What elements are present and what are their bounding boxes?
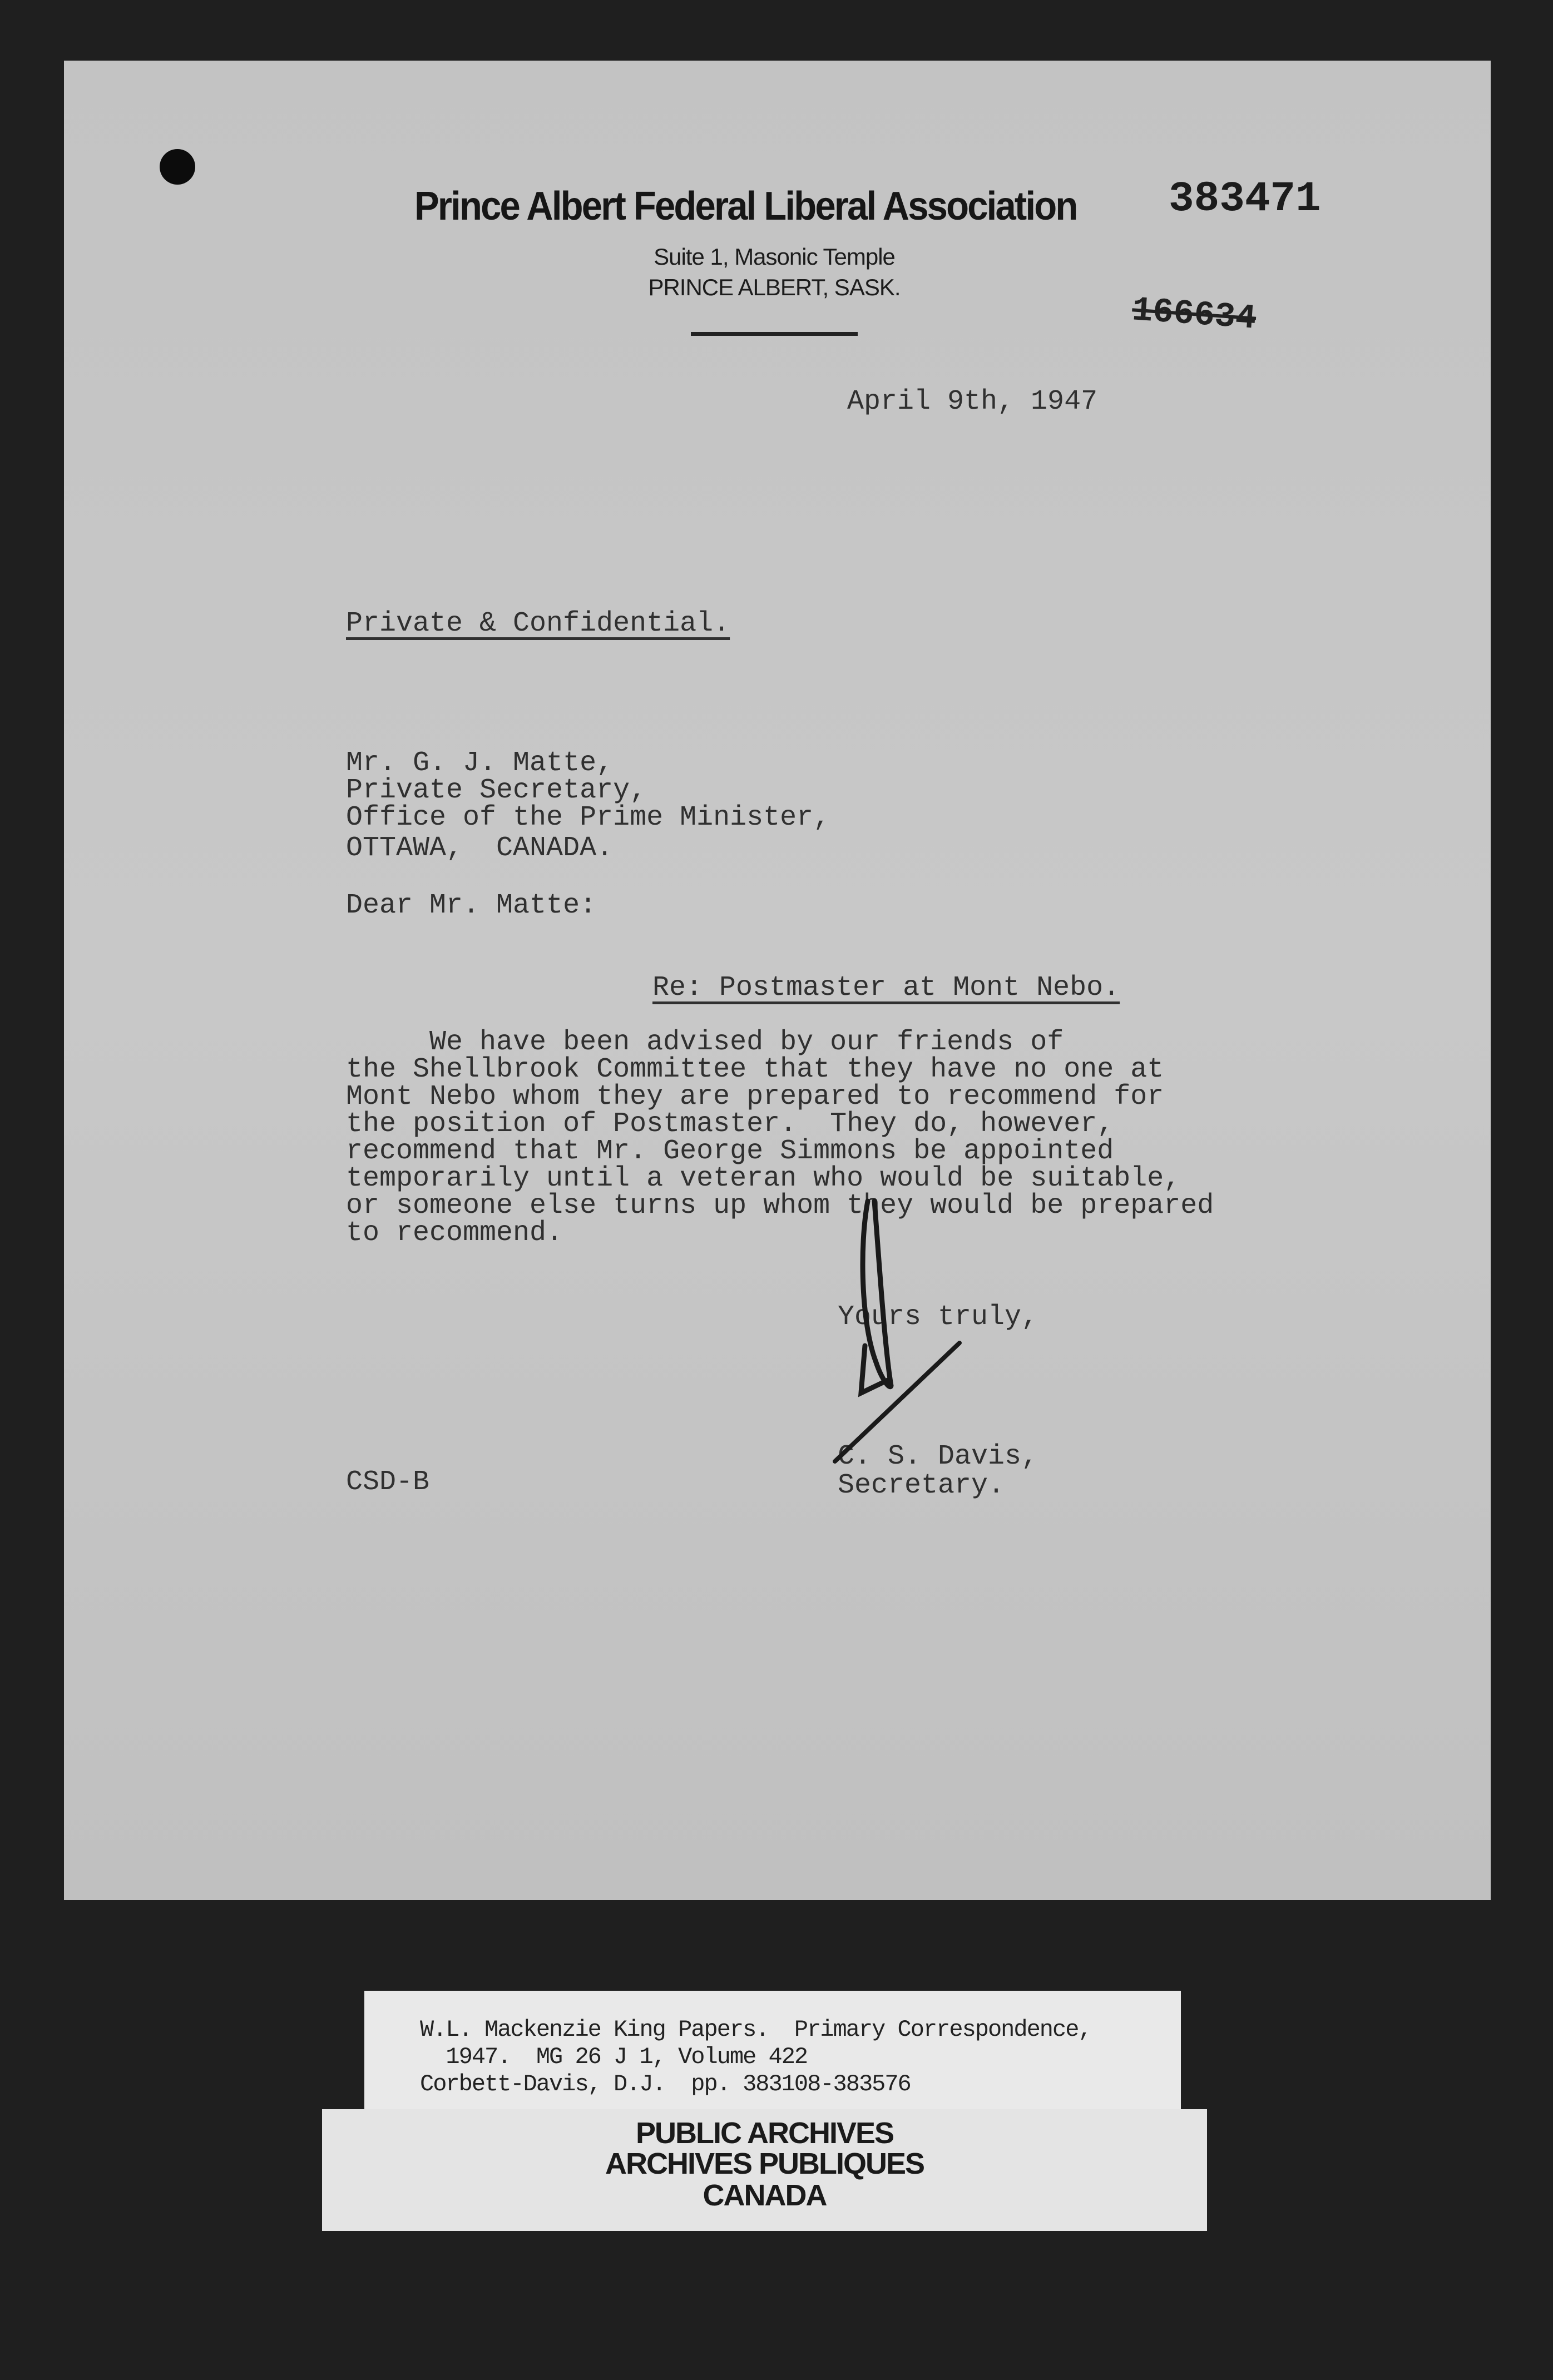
- recipient-line: Mr. G. J. Matte,: [346, 747, 614, 779]
- body-line: recommend that Mr. George Simmons be appointed: [346, 1136, 1114, 1167]
- subject-line: Re: Postmaster at Mont Nebo.: [652, 972, 1120, 1004]
- body-line: Mont Nebo whom they are prepared to recommend for: [346, 1081, 1164, 1113]
- body-line: temporarily until a veteran who would be suitable,: [346, 1163, 1181, 1194]
- salutation: Dear Mr. Matte:: [346, 890, 597, 921]
- recipient-line: Office of the Prime Minister,: [346, 802, 830, 834]
- recipient-line: Private Secretary,: [346, 775, 647, 806]
- signer-title: Secretary.: [838, 1470, 1005, 1501]
- body-line: or someone else turns up whom they would be prepared: [346, 1190, 1214, 1222]
- letterhead-address-line2: PRINCE ALBERT, SASK.: [648, 274, 901, 300]
- archive-label-line: W.L. Mackenzie King Papers. Primary Correspondence,: [420, 2016, 1091, 2043]
- signer-name: C. S. Davis,: [838, 1441, 1038, 1472]
- reference-initials: CSD-B: [346, 1466, 430, 1498]
- body-line: to recommend.: [346, 1217, 563, 1249]
- document-number: 383471: [1169, 175, 1321, 223]
- body-line: the position of Postmaster. They do, however,: [346, 1108, 1114, 1140]
- letterhead-rule: [691, 332, 858, 336]
- letterhead-organization: Prince Albert Federal Liberal Association: [414, 184, 1077, 229]
- old-document-number: 166634: [1130, 290, 1258, 339]
- body-line: the Shellbrook Committee that they have no one at: [346, 1054, 1164, 1085]
- letterhead-address-line1: Suite 1, Masonic Temple: [654, 244, 895, 270]
- archive-label-line: Corbett-Davis, D.J. pp. 383108-383576: [420, 2071, 911, 2098]
- archive-stamp-line: ARCHIVES PUBLIQUES: [605, 2147, 924, 2180]
- archive-stamp-line: CANADA: [703, 2179, 827, 2212]
- archive-label-line: 1947. MG 26 J 1, Volume 422: [420, 2044, 808, 2070]
- letter-date: April 9th, 1947: [847, 386, 1098, 418]
- punch-hole: [160, 149, 195, 185]
- recipient-line: OTTAWA, CANADA.: [346, 832, 614, 864]
- confidentiality-note: Private & Confidential.: [346, 608, 730, 639]
- closing: Yours truly,: [838, 1301, 1038, 1333]
- archive-stamp-line: PUBLIC ARCHIVES: [635, 2116, 894, 2150]
- body-line: We have been advised by our friends of: [346, 1027, 1064, 1058]
